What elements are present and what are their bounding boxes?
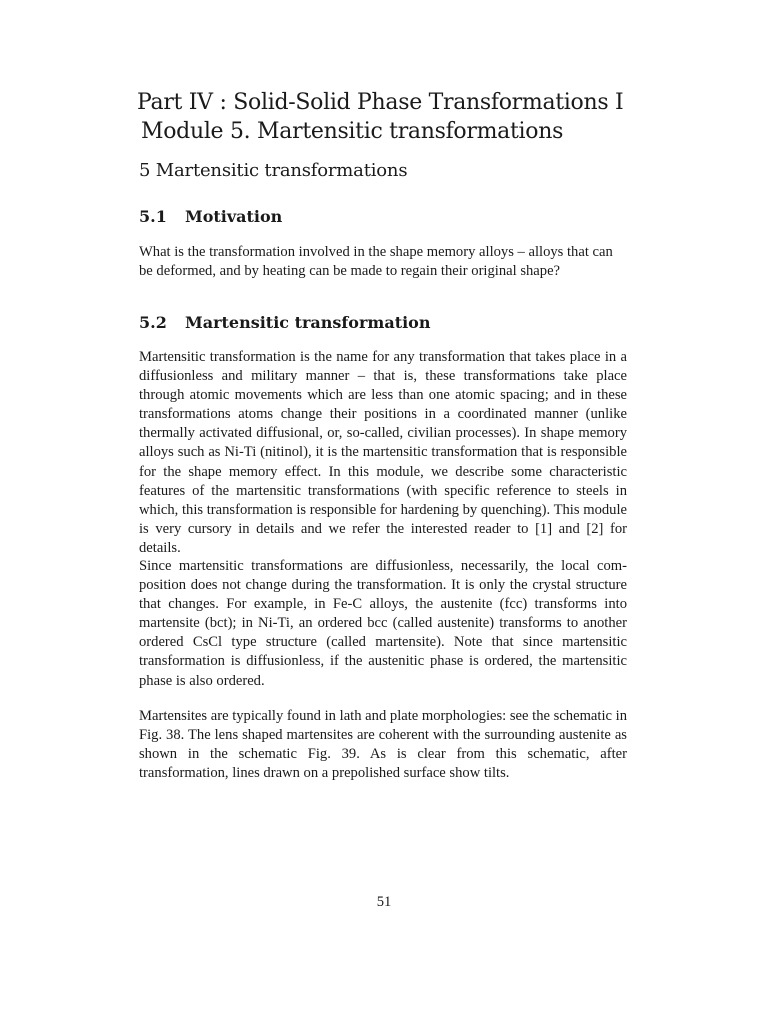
chapter-title: 5 Martensitic transformations xyxy=(139,160,408,181)
section-title: Martensitic transformation xyxy=(185,313,431,332)
page-number: 51 xyxy=(376,894,392,910)
section-number: 5.2 xyxy=(139,313,167,332)
paragraph-motivation: What is the transformation involved in the shape memory alloys – alloys that can be deformed, and by heating can be made to regain their original shape? xyxy=(139,244,613,280)
section-title: Motivation xyxy=(185,207,283,226)
module-title: Module 5. Martensitic transformations xyxy=(141,119,564,144)
paragraph-morphologies: Martensites are typically found in lath and plate morphologies: see the schematic in Fig. 38. The lens shaped martensites are coherent with the surrounding austenite as shown in the schematic Fig. 39. As is clear from this schematic, after transformation, lines drawn on a prepolished surface show tilts. xyxy=(139,708,627,782)
section-heading-martensitic-transformation xyxy=(139,312,430,334)
paragraph-definition: Martensitic transformation is the name for any transformation that takes place in a diffusionless and military manner – that is, these transformations take place through atomic movements which are less than one atomic spacing; and in these transformations atoms change their positions in a coordinated manner (unlike thermally activated diffusional, or, so-called, civilian processes). In shape memory alloys such as Ni-Ti (nitinol), it is the martensitic transformation that is responsible for the shape memory effect. In this module, we describe some characteristic features of the martensitic transformations (with specific reference to steels in which, this transformation is responsible for hardening by quenching). This module is very cursory in details and we refer the interested reader to [1] and [2] for details. xyxy=(139,349,627,556)
section-heading-motivation xyxy=(139,206,282,228)
paragraph-diffusionless: Since martensitic transformations are diffusionless, necessarily, the local composition does not change during the transformation. It is only the crystal structure that changes. For example, in Fe-C alloys, the austenite (fcc) transforms into martensite (bct); in Ni-Ti, an ordered bcc (called austenite) transforms to another ordered CsCl type structure (called martensite). Note that since martensitic transformation is diffusionless, if the austenitic phase is ordered, the martensitic phase is also ordered. xyxy=(139,558,627,689)
section-number: 5.1 xyxy=(139,207,167,226)
part-title: Part IV : Solid-Solid Phase Transformations I xyxy=(137,90,624,115)
